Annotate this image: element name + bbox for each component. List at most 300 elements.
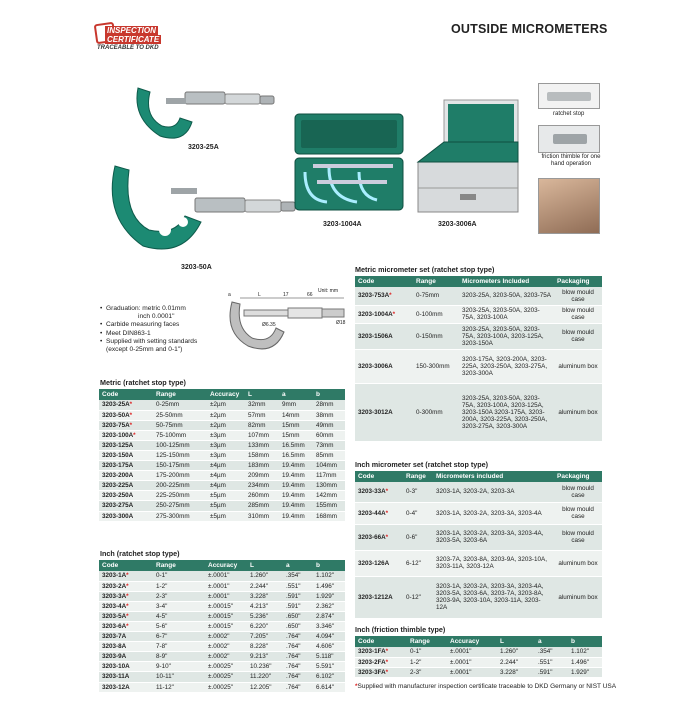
cell-a: .354": [283, 571, 313, 581]
cell-pkg: blow mould case: [554, 323, 602, 349]
certificate-star: *: [385, 668, 389, 676]
cell-b: 38mm: [313, 410, 345, 420]
cell-range: 1-2": [153, 581, 205, 591]
table-row: [355, 576, 602, 618]
cell-range: 0-1": [153, 571, 205, 581]
cell-acc: ±3µm: [207, 450, 245, 460]
inch-set-table: [355, 471, 602, 619]
item-code: 3203-2FA: [358, 658, 386, 666]
cell-code: [99, 591, 153, 601]
cell-range: 4-5": [153, 611, 205, 621]
cell-L: 133mm: [245, 440, 279, 450]
cell-range: 0-6": [403, 524, 433, 550]
cell-pkg: blow mould case: [554, 482, 602, 502]
cell-L: 2.244": [247, 581, 283, 591]
cell-L: 10.236": [247, 662, 283, 672]
item-code: 3203-50A: [102, 411, 130, 419]
cell-b: 1.102": [568, 647, 602, 657]
col-code: Code: [355, 276, 413, 287]
diagram-label-d18: Ø18: [336, 320, 346, 326]
cell-range: 0-150mm: [413, 323, 459, 349]
cell-acc: ±.0001": [205, 581, 247, 591]
item-code: 3203-3006A: [358, 362, 393, 370]
item-code: 3203-300A: [102, 512, 134, 520]
cell-code: [99, 511, 153, 521]
cell-range: 175-200mm: [153, 471, 207, 481]
col-b: b: [313, 560, 345, 571]
cell-b: 1.102": [313, 571, 345, 581]
certificate-star: *: [385, 533, 389, 541]
table-row: [99, 672, 345, 682]
cell-range: 6-7": [153, 632, 205, 642]
cell-range: 225-250mm: [153, 491, 207, 501]
cell-L: 1.260": [497, 647, 535, 657]
cell-b: 2.874": [313, 611, 345, 621]
cell-code: [99, 662, 153, 672]
table-row: [99, 642, 345, 652]
certificate-star: *: [126, 602, 129, 610]
cell-inc: 3203-1A, 3203-2A, 3203-3A, 3203-4A, 3203-5A, 3203-6A: [433, 524, 554, 550]
cell-b: 155mm: [313, 501, 345, 511]
table-row: [355, 287, 602, 305]
aluminum-case-image: [414, 98, 524, 216]
cell-b: 130mm: [313, 481, 345, 491]
cell-code: [355, 383, 413, 441]
cell-range: 200-225mm: [153, 481, 207, 491]
col-b: b: [313, 389, 345, 400]
item-code: 3203-44A: [358, 509, 386, 517]
cell-a: 19.4mm: [279, 481, 313, 491]
cell-acc: ±5µm: [207, 511, 245, 521]
item-code: 3203-33A: [358, 488, 386, 496]
cell-b: 168mm: [313, 511, 345, 521]
item-code: 3203-175A: [102, 462, 134, 470]
col-accuracy: Accuracy: [447, 636, 497, 647]
col-range: Range: [403, 471, 433, 482]
inch-table: [99, 560, 345, 693]
footnote-star: *: [355, 683, 358, 690]
item-code: 3203-125A: [102, 441, 134, 449]
cell-code: [99, 642, 153, 652]
cell-inc: 3203-25A, 3203-50A, 3203-75A: [459, 287, 554, 305]
table-row: [355, 657, 602, 667]
cell-inc: 3203-25A, 3203-50A, 3203-75A, 3203-100A, 3203-125A, 3203-150A 3203-175A, 3203-200A, 3203-225A, 3203-250A, 3203-275A, 3203-300A: [459, 383, 554, 441]
cell-acc: ±.00015": [205, 601, 247, 611]
cell-acc: ±.0001": [205, 571, 247, 581]
table-row: [99, 652, 345, 662]
item-code: 3203-25A: [102, 401, 130, 409]
cell-code: [355, 524, 403, 550]
col-code: Code: [99, 389, 153, 400]
table-row: [99, 662, 345, 672]
table-row: [99, 400, 345, 410]
item-code: 3203-10A: [102, 663, 130, 671]
table-row: [355, 524, 602, 550]
micrometer-set-case-image: [293, 112, 405, 212]
cell-L: 7.205": [247, 632, 283, 642]
cell-a: .764": [283, 662, 313, 672]
cell-acc: ±.00025": [205, 672, 247, 682]
cell-range: 25-50mm: [153, 410, 207, 420]
cell-code: [99, 621, 153, 631]
cell-L: 32mm: [245, 400, 279, 410]
feature-setting-standards: • Supplied with setting standards: [100, 338, 197, 346]
cell-range: 250-275mm: [153, 501, 207, 511]
certificate-star: *: [129, 421, 133, 429]
cell-acc: ±3µm: [207, 430, 245, 440]
cell-range: 11-12": [153, 682, 205, 692]
col-a: a: [283, 560, 313, 571]
cell-range: 2-3": [153, 591, 205, 601]
cell-acc: ±.0002": [205, 632, 247, 642]
cell-code: [99, 632, 153, 642]
table-row: [355, 383, 602, 441]
cell-b: 4.094": [313, 632, 345, 642]
table-row: [355, 349, 602, 383]
cell-acc: ±.0002": [205, 642, 247, 652]
cell-pkg: blow mould case: [554, 305, 602, 323]
cell-a: 15mm: [279, 430, 313, 440]
col-L: L: [247, 560, 283, 571]
cell-code: [355, 323, 413, 349]
item-code: 3203-7A: [102, 633, 127, 641]
table-row: [355, 482, 602, 502]
cell-code: [355, 502, 403, 524]
cell-L: 234mm: [245, 481, 279, 491]
table-row: [99, 581, 345, 591]
cell-b: 49mm: [313, 420, 345, 430]
cell-L: 260mm: [245, 491, 279, 501]
cell-range: 150-300mm: [413, 349, 459, 383]
cell-code: [99, 491, 153, 501]
cell-b: 5.591": [313, 662, 345, 672]
table-row: [99, 632, 345, 642]
cell-acc: ±.00025": [205, 662, 247, 672]
cell-a: .551": [535, 657, 568, 667]
cell-acc: ±.0001": [447, 667, 497, 677]
item-code: 3203-3FA: [358, 668, 386, 676]
cell-code: [99, 420, 153, 430]
cell-code: [355, 657, 407, 667]
cell-b: 3.346": [313, 621, 345, 631]
certificate-star: *: [129, 411, 133, 419]
table-row: [355, 502, 602, 524]
cell-code: [99, 450, 153, 460]
feature-list: [100, 305, 197, 354]
table-row: [99, 450, 345, 460]
cell-b: 85mm: [313, 450, 345, 460]
table-row: [355, 647, 602, 657]
caption-3203-3006A: 3203-3006A: [438, 221, 477, 228]
metric-heading: Metric (ratchet stop type): [100, 378, 186, 387]
col-b: b: [568, 636, 602, 647]
cell-a: .354": [535, 647, 568, 657]
certificate-star: *: [389, 292, 392, 300]
cell-acc: ±.00025": [205, 682, 247, 692]
item-code: 3203-4A: [102, 602, 127, 610]
feature-setting-exception: (except 0-25mm and 0-1"): [106, 346, 183, 354]
table-row: [99, 461, 345, 471]
cell-inc: 3203-1A, 3203-2A, 3203-3A, 3203-4A, 3203-5A, 3203-6A, 3203-7A, 3203-8A, 3203-9A, 3203-10A, 3203-11A, 3203-12A: [433, 576, 554, 618]
col-a: a: [535, 636, 568, 647]
col-accuracy: Accuracy: [207, 389, 245, 400]
caption-friction-thimble: friction thimble for one hand operation: [541, 154, 601, 167]
cell-range: 3-4": [153, 601, 205, 611]
friction-thimble-image: [538, 125, 600, 153]
cell-range: 0-12": [403, 576, 433, 618]
cell-b: 1.929": [313, 591, 345, 601]
cell-b: 28mm: [313, 400, 345, 410]
cell-L: 1.260": [247, 571, 283, 581]
diagram-label-a: a: [228, 292, 231, 298]
cell-L: 183mm: [245, 461, 279, 471]
cell-pkg: blow mould case: [554, 502, 602, 524]
logo-line3: TRACEABLE TO DKD: [97, 45, 159, 51]
item-code: 3203-100A: [102, 431, 134, 439]
feature-din: • Meet DIN863-1: [100, 330, 197, 338]
cell-pkg: aluminum box: [554, 550, 602, 576]
cell-code: [99, 410, 153, 420]
cell-range: 1-2": [407, 657, 447, 667]
cell-inc: 3203-25A, 3203-50A, 3203-75A, 3203-100A, 3203-125A, 3203-150A: [459, 323, 554, 349]
table-row: [355, 550, 602, 576]
caption-3203-50A: 3203-50A: [181, 264, 212, 271]
cell-range: 9-10": [153, 662, 205, 672]
item-code: 3203-1506A: [358, 332, 393, 340]
cell-acc: ±.00015": [205, 621, 247, 631]
cell-a: .764": [283, 652, 313, 662]
table-row: [99, 491, 345, 501]
logo-line1: INSPECTION: [107, 26, 156, 35]
cell-inc: 3203-25A, 3203-50A, 3203-75A, 3203-100A: [459, 305, 554, 323]
diagram-unit-label: Unit: mm: [318, 288, 338, 294]
cell-code: [99, 601, 153, 611]
diagram-label-d635: Ø6.35: [262, 322, 276, 328]
cell-a: .551": [283, 581, 313, 591]
cell-a: .650": [283, 611, 313, 621]
cell-b: 1.496": [568, 657, 602, 667]
cell-code: [99, 400, 153, 410]
cell-L: 3.228": [247, 591, 283, 601]
cell-range: 100-125mm: [153, 440, 207, 450]
cell-a: 16.5mm: [279, 450, 313, 460]
cell-code: [99, 501, 153, 511]
item-code: 3203-126A: [358, 559, 390, 567]
cell-acc: ±.0001": [447, 657, 497, 667]
cell-code: [355, 667, 407, 677]
feature-graduation-metric: • Graduation: metric 0.01mm: [100, 305, 197, 313]
cell-acc: ±.0001": [205, 591, 247, 601]
table-row: [99, 440, 345, 450]
item-code: 3203-6A: [102, 623, 127, 631]
cell-a: .591": [535, 667, 568, 677]
cell-acc: ±.00015": [205, 611, 247, 621]
cell-pkg: aluminum box: [554, 576, 602, 618]
cell-L: 57mm: [245, 410, 279, 420]
cell-L: 6.220": [247, 621, 283, 631]
inch-heading: Inch (ratchet stop type): [100, 549, 180, 558]
certificate-star: *: [126, 592, 129, 600]
cell-acc: ±2µm: [207, 410, 245, 420]
table-row: [99, 430, 345, 440]
cell-code: [355, 287, 413, 305]
cell-b: 6.614": [313, 682, 345, 692]
cell-range: 0-1": [407, 647, 447, 657]
cell-range: 0-25mm: [153, 400, 207, 410]
cell-b: 73mm: [313, 440, 345, 450]
certificate-star: *: [126, 582, 129, 590]
table-row: [99, 621, 345, 631]
col-a: a: [279, 389, 313, 400]
cell-acc: ±.0001": [447, 647, 497, 657]
cell-b: 1.496": [313, 581, 345, 591]
cell-range: 5-6": [153, 621, 205, 631]
cell-inc: 3203-7A, 3203-8A, 3203-9A, 3203-10A, 3203-11A, 3203-12A: [433, 550, 554, 576]
item-code: 3203-225A: [102, 482, 134, 490]
cell-code: [99, 581, 153, 591]
cell-range: 0-75mm: [413, 287, 459, 305]
item-code: 3203-250A: [102, 492, 134, 500]
cell-L: 158mm: [245, 450, 279, 460]
col-included: Micrometers Included: [459, 276, 554, 287]
cell-code: [99, 652, 153, 662]
cell-a: .764": [283, 642, 313, 652]
cell-range: 10-11": [153, 672, 205, 682]
item-code: 3203-2A: [102, 582, 127, 590]
cell-range: 2-3": [407, 667, 447, 677]
cell-inc: 3203-175A, 3203-200A, 3203-225A, 3203-250A, 3203-275A, 3203-300A: [459, 349, 554, 383]
cell-a: 19.4mm: [279, 461, 313, 471]
certificate-star: *: [385, 488, 389, 496]
cell-code: [355, 647, 407, 657]
cell-inc: 3203-1A, 3203-2A, 3203-3A, 3203-4A: [433, 502, 554, 524]
cell-b: 4.606": [313, 642, 345, 652]
item-code: 3203-1A: [102, 572, 127, 580]
cell-a: 16.5mm: [279, 440, 313, 450]
cell-code: [355, 550, 403, 576]
cell-b: 6.102": [313, 672, 345, 682]
cell-code: [355, 576, 403, 618]
col-code: Code: [99, 560, 153, 571]
certificate-star: *: [385, 648, 389, 656]
caption-3203-1004A: 3203-1004A: [323, 221, 362, 228]
footnote-text: Supplied with manufacturer inspection certificate traceable to DKD Germany or NIST USA: [357, 683, 617, 690]
cell-a: .591": [283, 601, 313, 611]
cell-range: 0-100mm: [413, 305, 459, 323]
item-code: 3203-9A: [102, 653, 127, 661]
item-code: 3203-1004A: [358, 310, 393, 318]
cell-L: 4.213": [247, 601, 283, 611]
cell-a: 9mm: [279, 400, 313, 410]
caption-3203-25A: 3203-25A: [188, 144, 219, 151]
cell-code: [355, 349, 413, 383]
cell-pkg: blow mould case: [554, 524, 602, 550]
item-code: 3203-8A: [102, 643, 127, 651]
cell-b: 142mm: [313, 491, 345, 501]
cell-pkg: blow mould case: [554, 287, 602, 305]
table-row: [99, 501, 345, 511]
table-row: [99, 420, 345, 430]
item-code: 3203-11A: [102, 673, 130, 681]
ratchet-stop-image: [538, 83, 600, 109]
item-code: 3203-66A: [358, 533, 386, 541]
cell-a: .764": [283, 672, 313, 682]
cell-code: [99, 461, 153, 471]
diagram-label-17: 17: [283, 292, 289, 298]
cell-a: 19.4mm: [279, 511, 313, 521]
cell-a: .591": [283, 591, 313, 601]
cell-range: 275-300mm: [153, 511, 207, 521]
metric-set-heading: Metric micrometer set (ratchet stop type): [355, 265, 495, 274]
metric-table: [99, 389, 345, 522]
cell-range: 75-100mm: [153, 430, 207, 440]
col-included: Micrometers included: [433, 471, 554, 482]
item-code: 3203-753A: [358, 292, 390, 300]
cell-acc: ±4µm: [207, 471, 245, 481]
cell-a: .650": [283, 621, 313, 631]
item-code: 3203-150A: [102, 452, 134, 460]
certificate-star: *: [126, 572, 129, 580]
item-code: 3203-75A: [102, 421, 130, 429]
certificate-star: *: [385, 658, 389, 666]
table-row: [99, 471, 345, 481]
item-code: 3203-3012A: [358, 408, 393, 416]
col-packaging: Packaging: [554, 276, 602, 287]
table-row: [99, 511, 345, 521]
col-range: Range: [413, 276, 459, 287]
table-row: [99, 682, 345, 692]
cell-a: 19.4mm: [279, 471, 313, 481]
cell-code: [99, 571, 153, 581]
cell-L: 310mm: [245, 511, 279, 521]
certificate-star: *: [392, 310, 396, 318]
cell-L: 107mm: [245, 430, 279, 440]
cell-b: 1.929": [568, 667, 602, 677]
cell-a: 15mm: [279, 420, 313, 430]
table-row: [355, 323, 602, 349]
cell-L: 209mm: [245, 471, 279, 481]
cell-range: 7-8": [153, 642, 205, 652]
cell-L: 82mm: [245, 420, 279, 430]
cell-acc: ±2µm: [207, 420, 245, 430]
cell-L: 5.236": [247, 611, 283, 621]
col-range: Range: [407, 636, 447, 647]
table-row: [355, 667, 602, 677]
cell-L: 8.228": [247, 642, 283, 652]
item-code: 3203-5A: [102, 612, 127, 620]
cell-L: 285mm: [245, 501, 279, 511]
micrometer-25-image: [130, 78, 280, 148]
cell-acc: ±4µm: [207, 461, 245, 471]
micrometer-50-image: [103, 158, 298, 258]
cell-L: 9.213": [247, 652, 283, 662]
inch-set-heading: Inch micrometer set (ratchet stop type): [355, 460, 489, 469]
cell-a: 19.4mm: [279, 491, 313, 501]
page-title: OUTSIDE MICROMETERS: [451, 22, 608, 36]
item-code: 3203-1FA: [358, 648, 386, 656]
cell-b: 5.118": [313, 652, 345, 662]
cell-b: 60mm: [313, 430, 345, 440]
cell-range: 150-175mm: [153, 461, 207, 471]
table-row: [99, 591, 345, 601]
caption-ratchet-stop: ratchet stop: [553, 111, 585, 117]
inspection-certificate-logo: [95, 23, 215, 53]
item-code: 3203-275A: [102, 502, 134, 510]
cell-a: .764": [283, 682, 313, 692]
item-code: 3203-3A: [102, 592, 127, 600]
hand-operation-photo: [538, 178, 600, 234]
cell-L: 11.220": [247, 672, 283, 682]
